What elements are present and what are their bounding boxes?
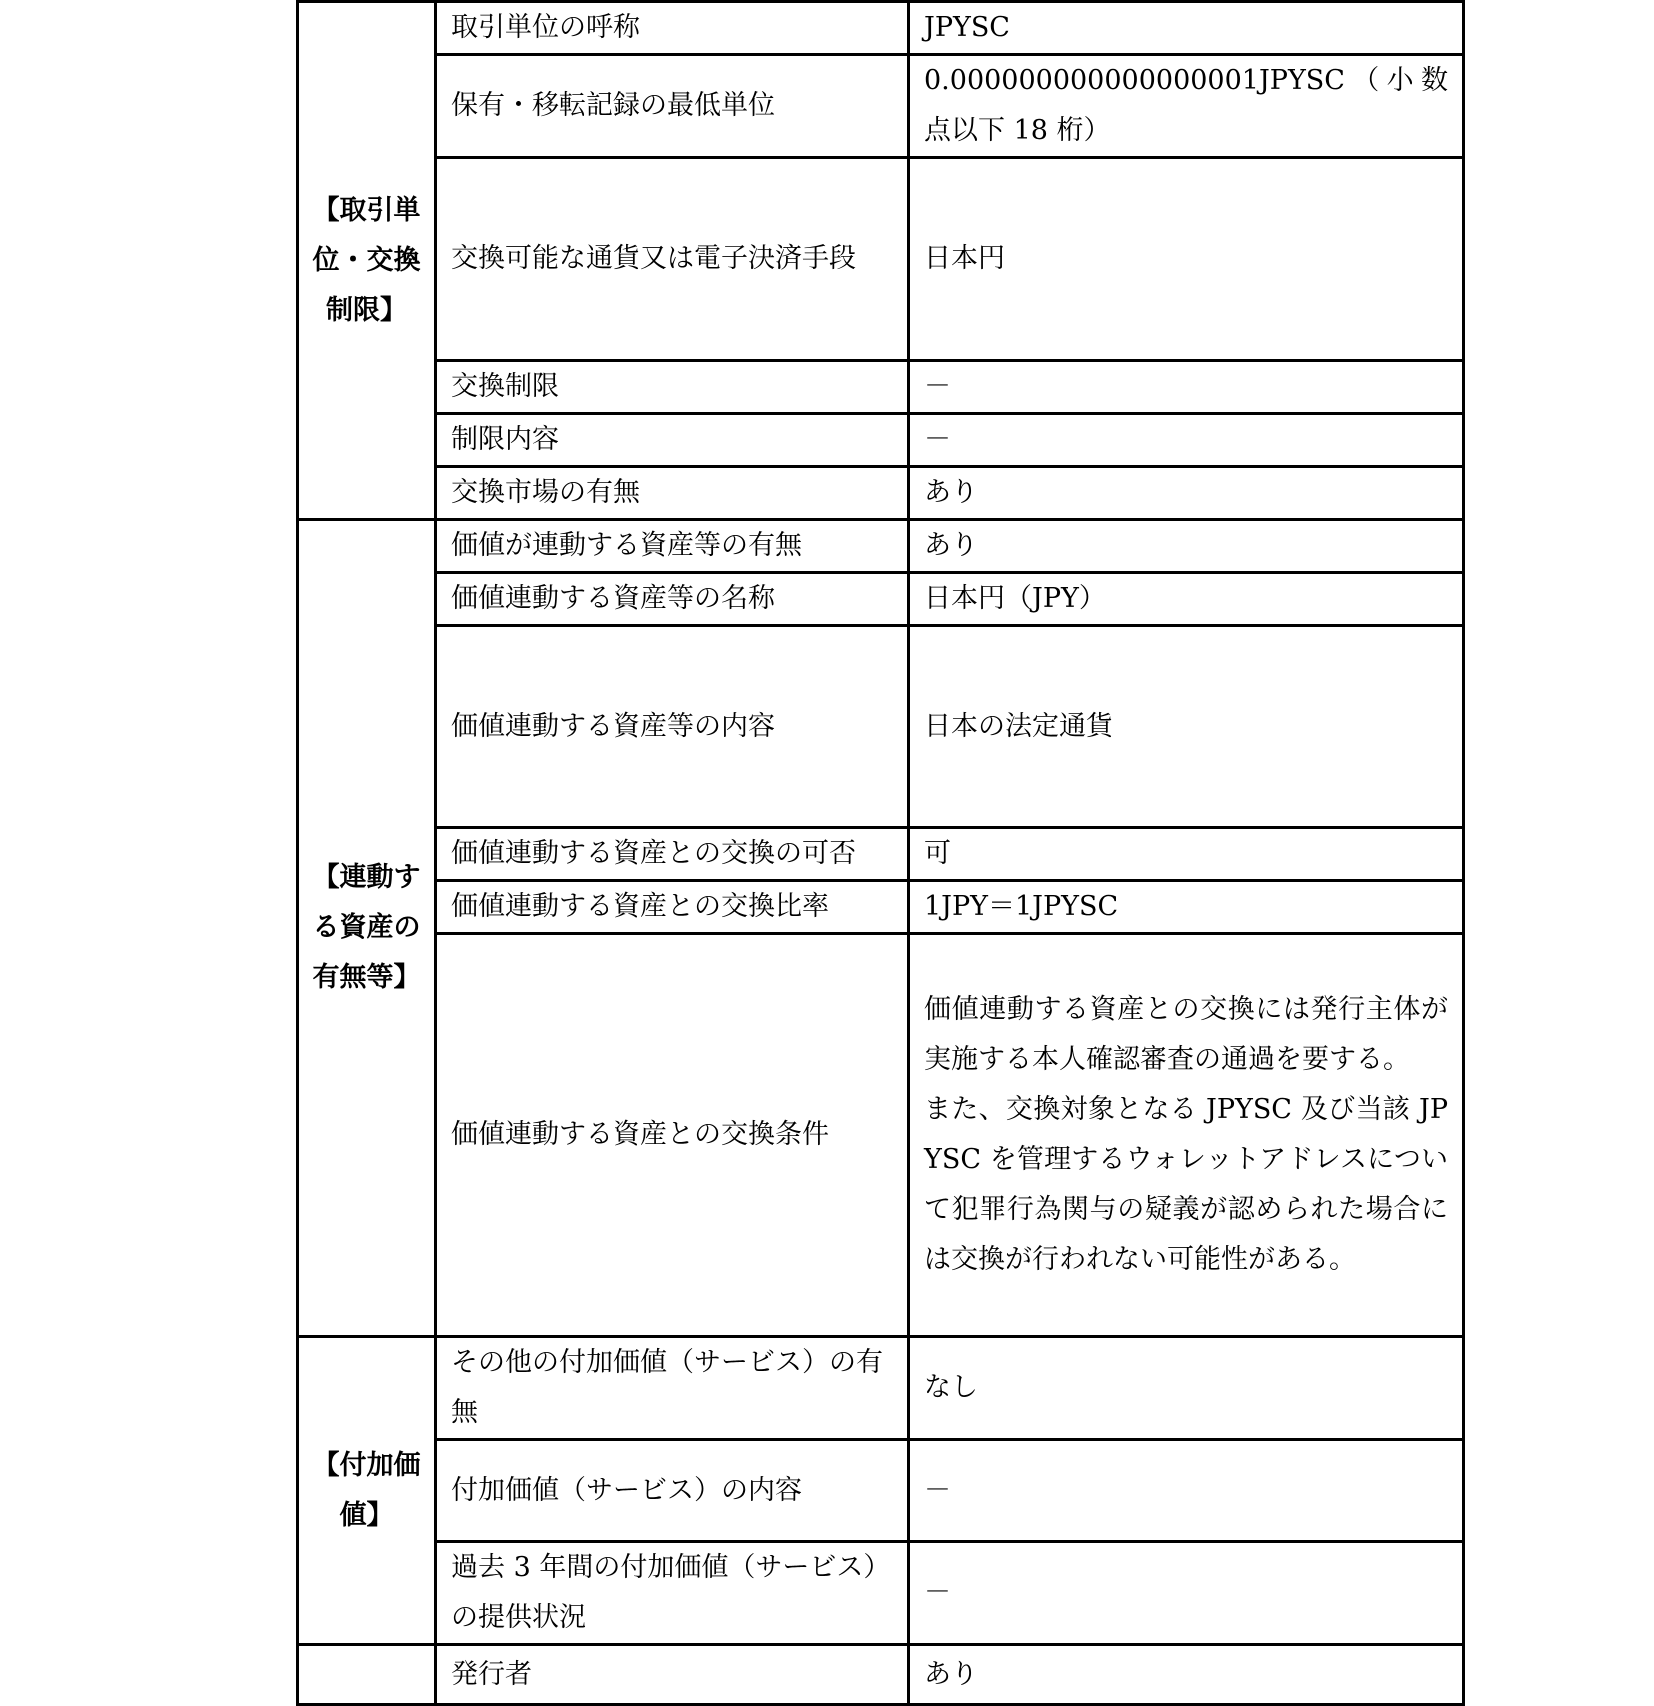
row-label: その他の付加価値（サービス）の有無 (436, 1337, 909, 1440)
table-row (298, 158, 1464, 361)
row-value: 可 (909, 828, 1464, 881)
table-row (298, 828, 1464, 881)
group-title: 【取引単位・交換制限】 (312, 194, 421, 326)
row-label: 発行者 (436, 1645, 909, 1705)
row-label: 交換制限 (436, 361, 909, 414)
row-value: － (909, 414, 1464, 467)
table-row (298, 881, 1464, 934)
table-row (298, 573, 1464, 626)
table-row (298, 1542, 1464, 1645)
group-title: 【付加価値】 (312, 1449, 421, 1531)
row-label: 取引単位の呼称 (436, 2, 909, 55)
row-value: － (909, 1542, 1464, 1645)
row-value: あり (909, 467, 1464, 520)
row-label: 価値連動する資産等の内容 (436, 626, 909, 828)
row-value: 日本円（JPY） (909, 573, 1464, 626)
table-row (298, 361, 1464, 414)
row-value: 日本の法定通貨 (909, 626, 1464, 828)
row-label: 価値連動する資産等の名称 (436, 573, 909, 626)
table-row (298, 467, 1464, 520)
group-cell-added-value (298, 1337, 436, 1645)
table-row (298, 414, 1464, 467)
row-value: － (909, 361, 1464, 414)
row-label: 価値が連動する資産等の有無 (436, 520, 909, 573)
row-label: 付加価値（サービス）の内容 (436, 1440, 909, 1542)
row-value: なし (909, 1337, 1464, 1440)
table-row (298, 55, 1464, 158)
row-label: 交換市場の有無 (436, 467, 909, 520)
specification-table (296, 0, 1465, 1706)
row-label: 価値連動する資産との交換比率 (436, 881, 909, 934)
table-row (298, 934, 1464, 1337)
row-label: 過去 3 年間の付加価値（サービス）の提供状況 (436, 1542, 909, 1645)
table-row (298, 1645, 1464, 1705)
group-title: 【連動する資産の有無等】 (312, 862, 421, 993)
row-label: 交換可能な通貨又は電子決済手段 (436, 158, 909, 361)
table-row (298, 1337, 1464, 1440)
row-label: 価値連動する資産との交換の可否 (436, 828, 909, 881)
row-value: あり (909, 520, 1464, 573)
row-label: 価値連動する資産との交換条件 (436, 934, 909, 1337)
table-row (298, 520, 1464, 573)
group-cell-trading-unit (298, 2, 436, 520)
row-value: 日本円 (909, 158, 1464, 361)
table-row (298, 1440, 1464, 1542)
row-label: 制限内容 (436, 414, 909, 467)
group-cell-issuer (298, 1645, 436, 1705)
row-label: 保有・移転記録の最低単位 (436, 55, 909, 158)
row-value: 価値連動する資産との交換には発行主体が実施する本人確認審査の通過を要する。 また、交換対象となる JPYSC 及び当該 JPYSC を管理するウォレットアドレスについて犯罪行為関与の疑義が認められた場合には交換が行われない可能性がある。 (909, 934, 1464, 1337)
row-value: 1JPY＝1JPYSC (909, 881, 1464, 934)
table-row (298, 626, 1464, 828)
table-row (298, 2, 1464, 55)
row-value: 0.000000000000000001JPYSC（小数点以下 18 桁） (909, 55, 1464, 158)
row-value: JPYSC (909, 2, 1464, 55)
group-cell-linked-assets (298, 520, 436, 1337)
row-value: － (909, 1440, 1464, 1542)
row-value: あり (909, 1645, 1464, 1705)
